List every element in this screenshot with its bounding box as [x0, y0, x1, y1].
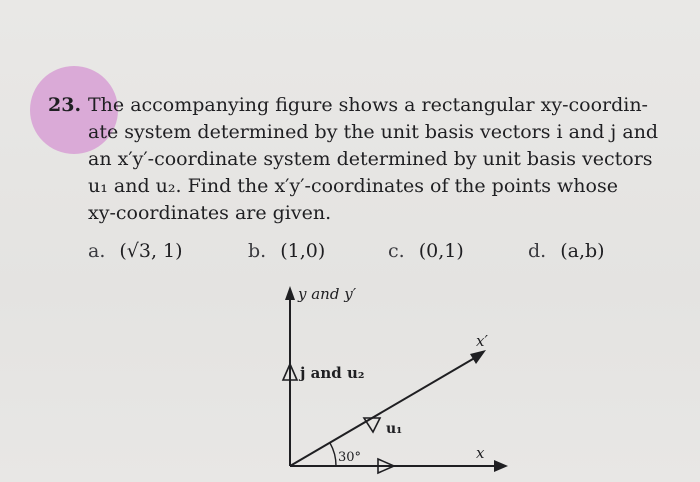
problem-number: 23. [48, 94, 82, 116]
problem-text-line-3: an x′y′-coordinate system determined by unit basis vectors [88, 148, 653, 170]
angle-label: 30° [338, 450, 362, 465]
problem-text-line-1: The accompanying figure shows a rectangular xy-coordin- [88, 94, 648, 116]
u1-label: u₁ [386, 421, 403, 437]
part-a-label: a. [88, 240, 106, 262]
part-d-label: d. [528, 240, 547, 262]
part-d-value: (a,b) [560, 240, 605, 262]
part-a-value: (√3, 1) [119, 240, 183, 262]
x-prime-axis-label: x′ [476, 332, 488, 350]
y-axis-arrow-icon [285, 286, 295, 300]
problem-text-line-5: xy-coordinates are given. [88, 202, 332, 224]
x-axis-label: x [476, 444, 485, 462]
problem-text-line-2: ate system determined by the unit basis vectors i and j and [88, 121, 659, 143]
part-c-value: (0,1) [418, 240, 464, 262]
part-b-label: b. [248, 240, 267, 262]
problem-text-line-4: u₁ and u₂. Find the x′y′-coordinates of the points whose [88, 175, 618, 197]
angle-arc [330, 443, 336, 466]
x-prime-axis-arrow-icon [470, 350, 486, 364]
y-axis-label: y and y′ [298, 285, 357, 303]
u1-vector-arrow-icon [364, 418, 380, 432]
j-label: j and u₂ [300, 364, 365, 382]
part-c-label: c. [388, 240, 405, 262]
x-axis-arrow-icon [494, 460, 508, 472]
part-b-value: (1,0) [280, 240, 326, 262]
